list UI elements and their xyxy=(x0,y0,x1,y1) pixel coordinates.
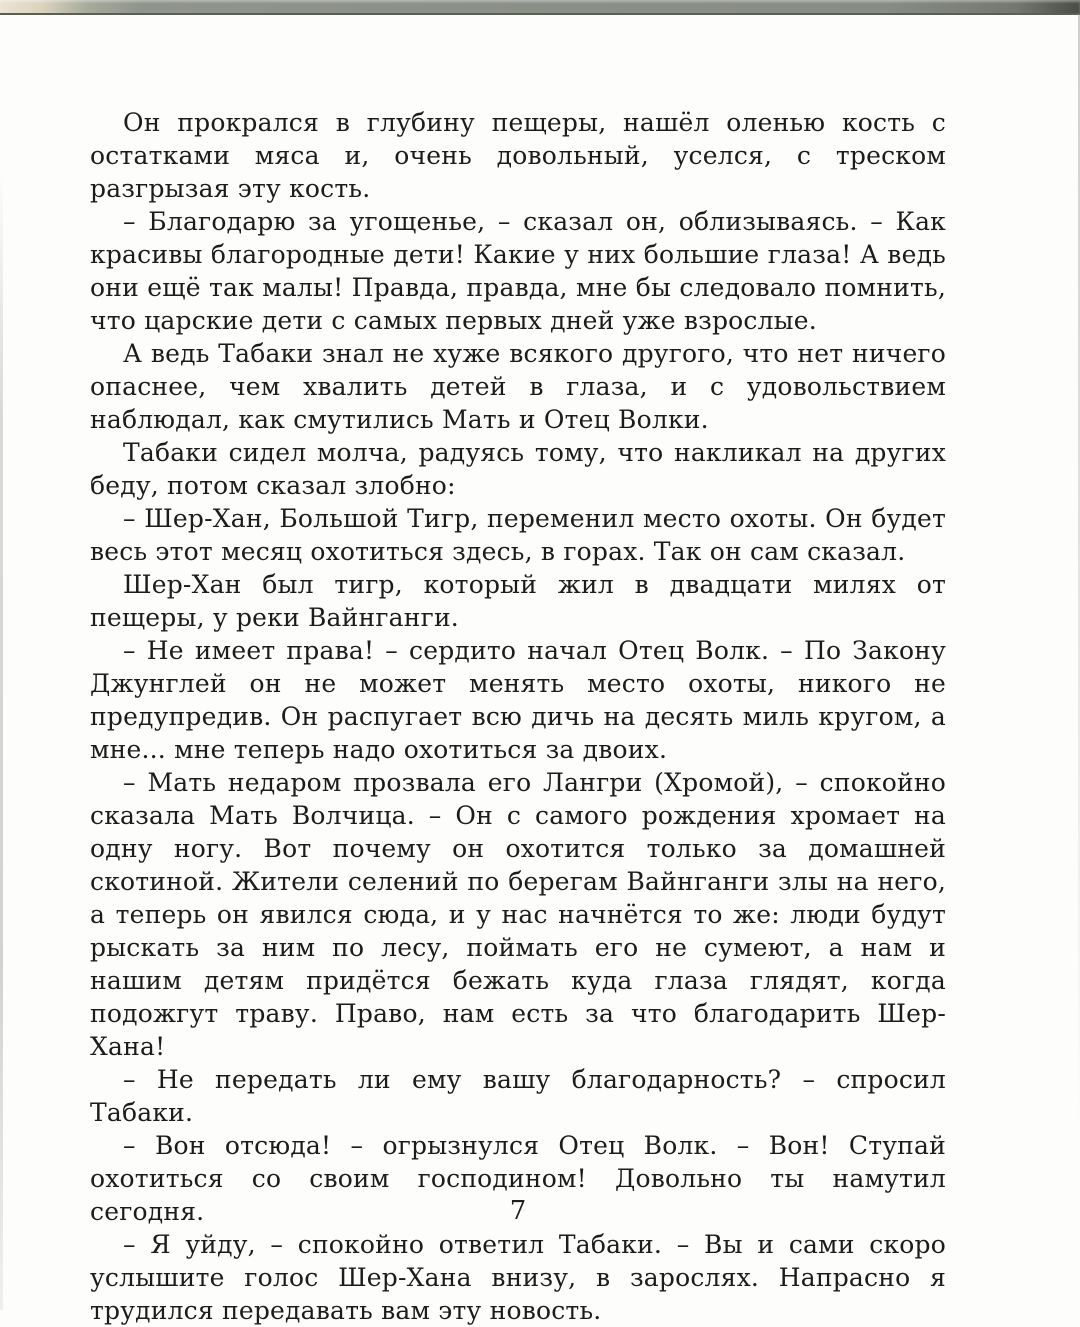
page-number: 7 xyxy=(509,1196,527,1226)
paragraph-4: Табаки сидел молча, радуясь тому, что накликал на других беду, потом сказал злобно: xyxy=(90,438,946,500)
paragraph-6: Шер-Хан был тигр, который жил в двадцати милях от пещеры, у реки Вайнганги. xyxy=(90,570,946,632)
paragraph-11: – Я уйду, – спокойно ответил Табаки. – Вы и сами скоро услышите голос Шер-Хана внизу, в зарослях. Напрасно я трудился передавать вам эту новость. xyxy=(90,1230,946,1325)
paragraph-5: – Шер-Хан, Большой Тигр, переменил место охоты. Он будет весь этот месяц охотиться здесь, в горах. Так он сам сказал. xyxy=(90,504,946,566)
paragraph-2: – Благодарю за угощенье, – сказал он, облизываясь. – Как красивы благородные дети! Какие у них большие глаза! А ведь они ещё так малы! Правда, правда, мне бы следовало помнить, что царские дети с самых первых дней уже взрослые. xyxy=(90,207,946,335)
book-page-text xyxy=(90,106,946,1327)
paragraph-8: – Мать недаром прозвала его Лангри (Хромой), – спокойно сказала Мать Волчица. – Он с самого рождения хромает на одну ногу. Вот почему он охотится только за домашней скотиной. Жители селений по берегам Вайнганги злы на него, а теперь он явился сюда, и у нас начнётся то же: люди будут рыскать за ним по лесу, поймать его не сумеют, а нам и нашим детям придётся бежать куда глаза глядят, когда подожгут траву. Право, нам есть за что благодарить Шер-Хана! xyxy=(90,768,946,1061)
paragraph-10: – Вон отсюда! – огрызнулся Отец Волк. – Вон! Ступай охотиться со своим господином! Довольно ты намутил сегодня. xyxy=(90,1131,946,1226)
scan-edge-left xyxy=(0,170,3,1310)
paragraph-1: Он прокрался в глубину пещеры, нашёл оленью кость с остатками мяса и, очень довольный, уселся, с треском разгрызая эту кость. xyxy=(90,108,946,203)
paragraph-7: – Не имеет права! – сердито начал Отец Волк. – По Закону Джунглей он не может менять место охоты, никого не предупредив. Он распугает всю дичь на десять миль кругом, а мне... мне теперь надо охотиться за двоих. xyxy=(90,636,946,764)
scan-edge-top-strip xyxy=(0,0,1080,15)
paragraph-3: А ведь Табаки знал не хуже всякого другого, что нет ничего опаснее, чем хвалить детей в глаза, и с удовольствием наблюдал, как смутились Мать и Отец Волки. xyxy=(90,339,946,434)
paragraph-9: – Не передать ли ему вашу благодарность? – спросил Табаки. xyxy=(90,1065,946,1127)
